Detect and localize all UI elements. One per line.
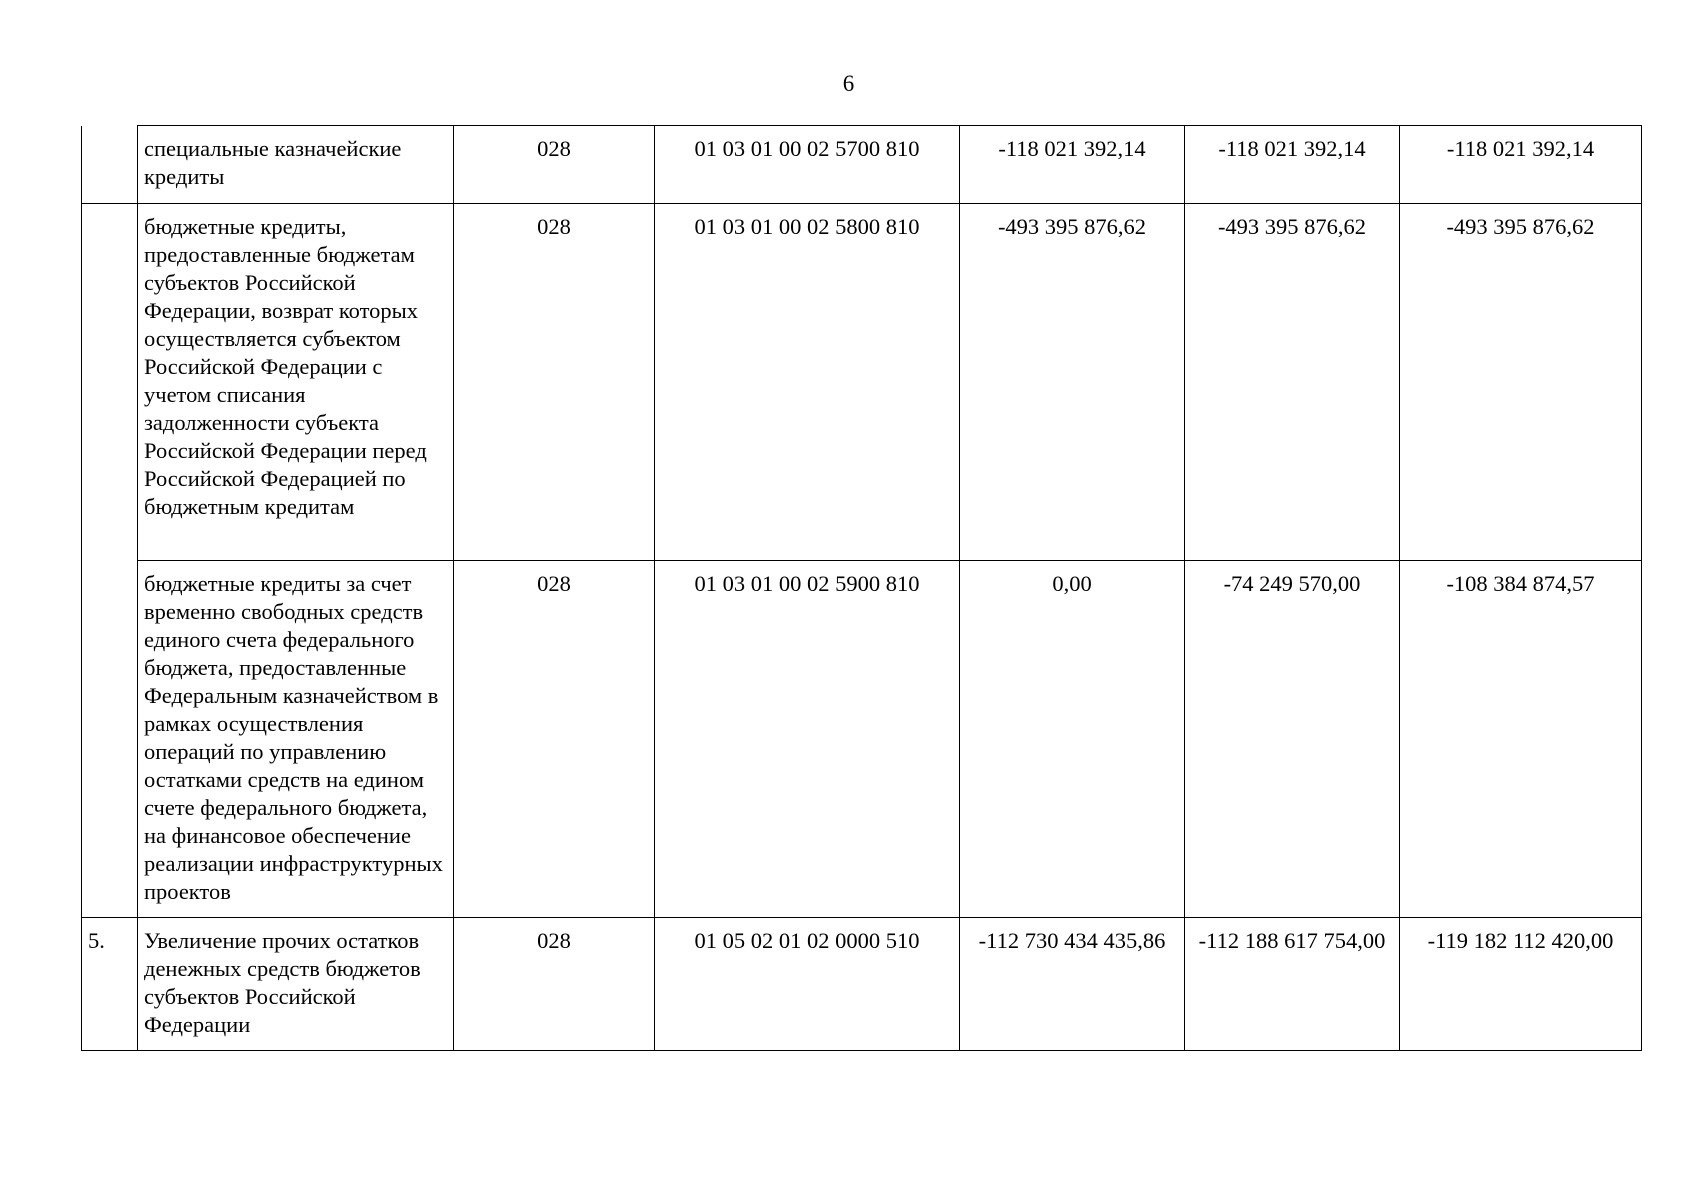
- amount-cell-3: -118 021 392,14: [1400, 126, 1642, 204]
- admin-code-cell: 028: [454, 561, 655, 918]
- amount-cell-1: -112 730 434 435,86: [960, 918, 1185, 1051]
- amount-cell-1: -118 021 392,14: [960, 126, 1185, 204]
- budget-classification-code-cell: 01 03 01 00 02 5900 810: [655, 561, 960, 918]
- table-row: [82, 561, 1642, 918]
- admin-code-cell: 028: [454, 126, 655, 204]
- budget-classification-code-cell: 01 05 02 01 02 0000 510: [655, 918, 960, 1051]
- amount-cell-1: -493 395 876,62: [960, 204, 1185, 561]
- amount-cell-2: -493 395 876,62: [1185, 204, 1400, 561]
- amount-cell-3: -493 395 876,62: [1400, 204, 1642, 561]
- row-name-cell: бюджетные кредиты за счет временно свободных средств единого счета федерального бюджета, предоставленные Федеральным казначейством в рамках осуществления операций по управлению остатками средств на едином счете федерального бюджета, на финансовое обеспечение реализации инфраструктурных проектов: [138, 561, 454, 918]
- table-row: [82, 918, 1642, 1051]
- admin-code-cell: 028: [454, 204, 655, 561]
- table-row: [82, 126, 1642, 204]
- budget-classification-code-cell: 01 03 01 00 02 5800 810: [655, 204, 960, 561]
- row-number-cell: [82, 204, 138, 561]
- amount-cell-1: 0,00: [960, 561, 1185, 918]
- amount-cell-3: -119 182 112 420,00: [1400, 918, 1642, 1051]
- amount-cell-3: -108 384 874,57: [1400, 561, 1642, 918]
- budget-sources-table: [81, 125, 1642, 1051]
- row-name-cell: бюджетные кредиты, предоставленные бюджетам субъектов Российской Федерации, возврат которых осуществляется субъектом Российской Федерации с учетом списания задолженности субъекта Российской Федерации перед Российской Федерацией по бюджетным кредитам: [138, 204, 454, 561]
- row-number-cell: [82, 126, 138, 204]
- amount-cell-2: -74 249 570,00: [1185, 561, 1400, 918]
- amount-cell-2: -118 021 392,14: [1185, 126, 1400, 204]
- row-number-cell: 5.: [82, 918, 138, 1051]
- admin-code-cell: 028: [454, 918, 655, 1051]
- page-number: 6: [842, 71, 855, 96]
- table-row: [82, 204, 1642, 561]
- row-number-cell: [82, 561, 138, 918]
- row-name-cell: специальные казначейские кредиты: [138, 126, 454, 204]
- amount-cell-2: -112 188 617 754,00: [1185, 918, 1400, 1051]
- budget-classification-code-cell: 01 03 01 00 02 5700 810: [655, 126, 960, 204]
- budget-table-container: [81, 125, 1641, 1051]
- row-name-cell: Увеличение прочих остатков денежных средств бюджетов субъектов Российской Федерации: [138, 918, 454, 1051]
